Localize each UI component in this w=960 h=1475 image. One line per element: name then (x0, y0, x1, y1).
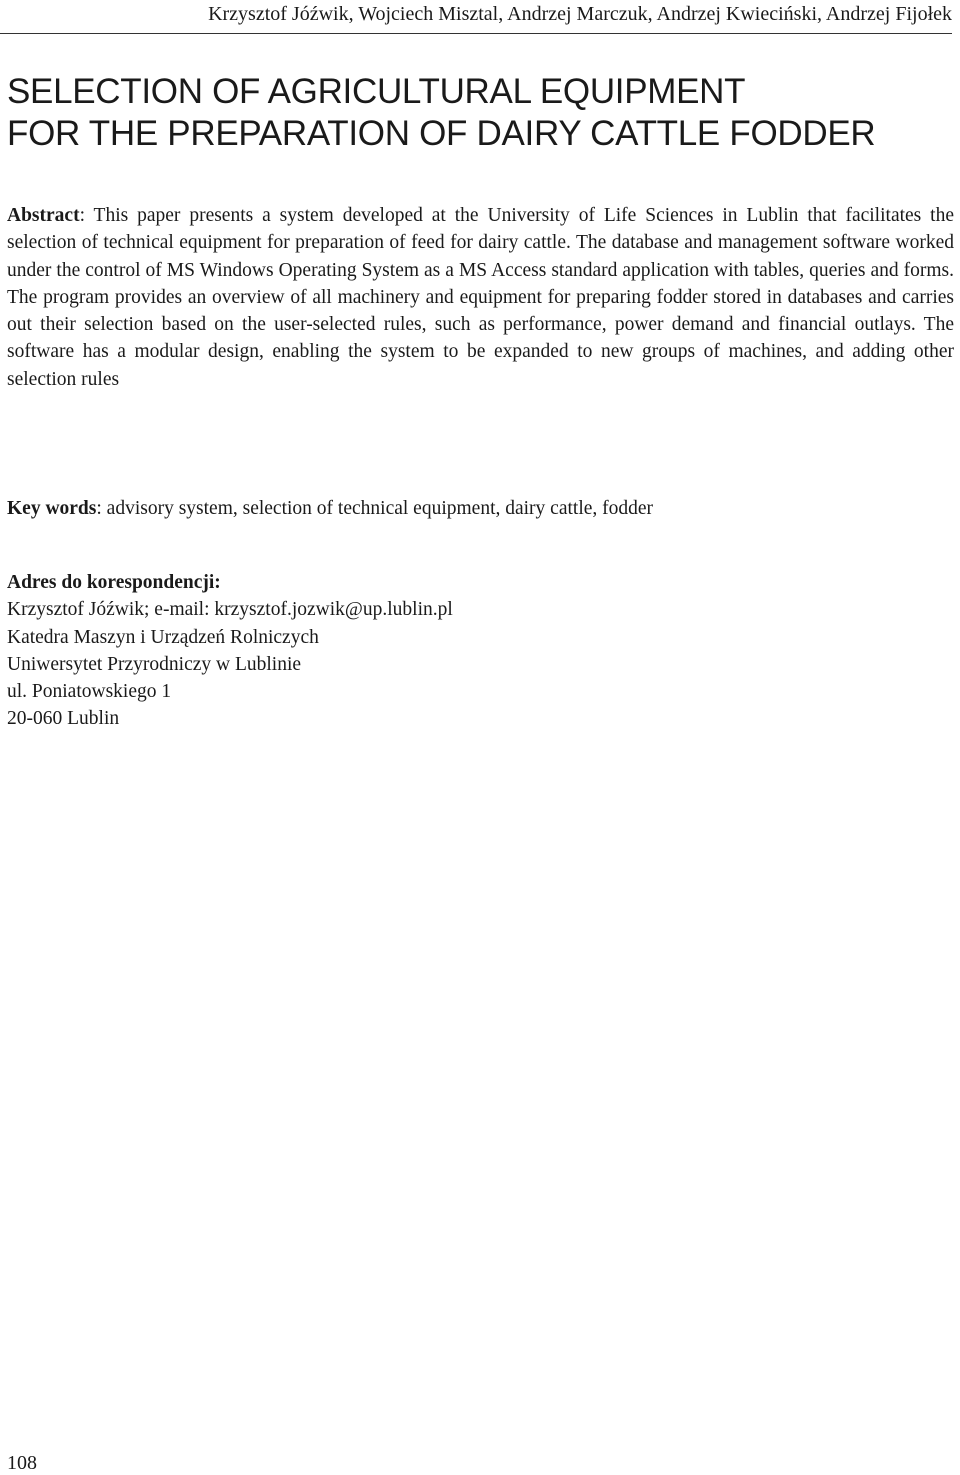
correspondence-line: Katedra Maszyn i Urządzeń Rolniczych (7, 626, 319, 648)
paper-title (7, 71, 947, 155)
correspondence-line: Uniwersytet Przyrodniczy w Lublinie (7, 653, 302, 675)
correspondence-line: 20-060 Lublin (7, 708, 120, 730)
correspondence-line: Krzysztof Jóźwik; e-mail: krzysztof.jozwik@up.lublin.pl (7, 599, 453, 621)
correspondence-address (7, 569, 954, 733)
title-line-1: SELECTION OF AGRICULTURAL EQUIPMENT (7, 72, 746, 111)
keywords-separator: : (96, 498, 107, 519)
keywords-label: Key words (7, 498, 97, 519)
abstract-label: Abstract (7, 205, 80, 226)
title-line-2: FOR THE PREPARATION OF DAIRY CATTLE FODDER (7, 114, 876, 153)
abstract-text: This paper presents a system developed at the University of Life Sciences in Lublin that facilitates the selection of technical equipment for preparation of feed for dairy cattle. The database and management software worked under the control of MS Windows Operating System as a MS Access standard application with tables, queries and forms. The program provides an overview of all machinery and equipment for preparing fodder stored in databases and carries out their selection based on the user-selected rules, such as performance, power demand and financial outlays. The software has a modular design, enabling the system to be expanded to new groups of machines, and adding other selection rules (7, 205, 954, 390)
header-authors: Krzysztof Jóźwik, Wojciech Misztal, Andrzej Marczuk, Andrzej Kwieciński, Andrzej Fijołek (208, 3, 952, 25)
abstract (7, 202, 954, 393)
abstract-separator: : (79, 205, 94, 226)
page-number: 108 (7, 1452, 37, 1474)
correspondence-heading: Adres do korespondencji: (7, 572, 221, 593)
keywords (7, 495, 954, 522)
correspondence-line: ul. Poniatowskiego 1 (7, 681, 172, 703)
running-header (0, 0, 952, 34)
keywords-text: advisory system, selection of technical equipment, dairy cattle, fodder (106, 498, 654, 519)
